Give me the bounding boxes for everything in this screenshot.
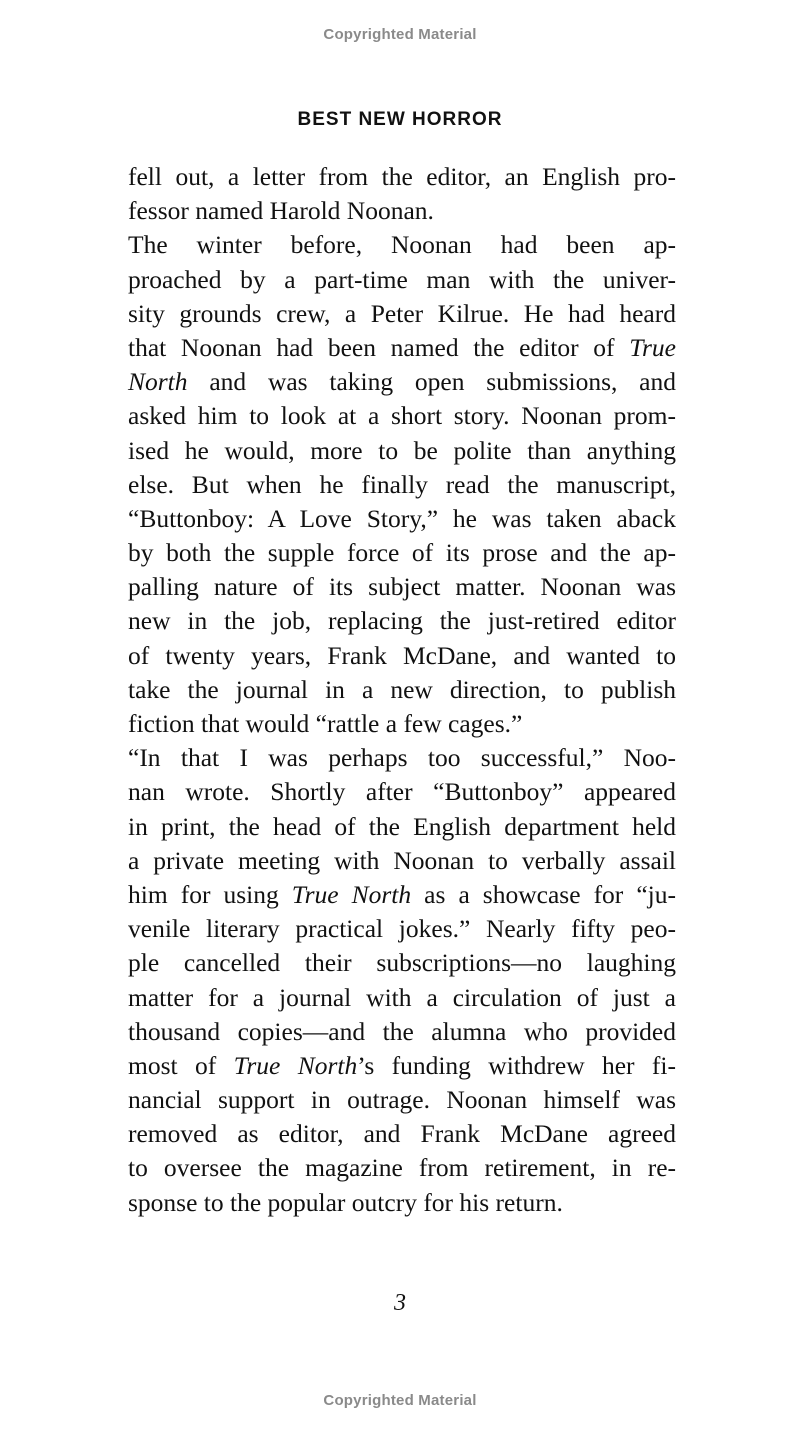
text-line: “In that I was perhaps too successful,” Noo-: [128, 743, 676, 773]
text-line: fell out, a letter from the editor, an English pro-: [128, 162, 676, 191]
text-line: him for using True North as a showcase for “ju-: [128, 879, 676, 909]
text-line: “Buttonboy: A Love Story,” he was taken aback: [128, 503, 676, 533]
text-line: in print, the head of the English department held: [128, 811, 676, 841]
journal-title-italic: True North: [291, 879, 412, 909]
text-line: sity grounds crew, a Peter Kilrue. He had heard: [128, 298, 676, 328]
copyright-watermark-bottom: Copyrighted Material: [323, 1392, 477, 1409]
text-line: else. But when he finally read the manuscript,: [128, 469, 676, 499]
journal-title-italic: North: [128, 367, 188, 397]
text-line: thousand copies—and the alumna who provided: [128, 1016, 676, 1046]
body-text: [128, 160, 676, 1220]
text-line: sponse to the popular outcry for his return.: [128, 1187, 563, 1217]
text-line: take the journal in a new direction, to publish: [128, 674, 676, 704]
text-line: venile literary practical jokes.” Nearly fifty peo-: [128, 914, 676, 944]
text-line: nan wrote. Shortly after “Buttonboy” appeared: [128, 777, 676, 807]
text-line: removed as editor, and Frank McDane agreed: [128, 1119, 676, 1149]
text-line: by both the supple force of its prose and the ap-: [128, 538, 676, 568]
text-line: new in the job, replacing the just-retired editor: [128, 606, 676, 636]
text-line: asked him to look at a short story. Noonan prom-: [128, 401, 676, 431]
text-line: of twenty years, Frank McDane, and wanted to: [128, 640, 676, 670]
text-line: most of True North’s funding withdrew her fi-: [128, 1050, 676, 1080]
text-line: that Noonan had been named the editor of True: [128, 332, 676, 362]
text-line: nancial support in outrage. Noonan himself was: [128, 1085, 676, 1115]
text-line: The winter before, Noonan had been ap-: [128, 230, 676, 260]
text-line: matter for a journal with a circulation of just a: [128, 982, 676, 1012]
page-number: 3: [394, 1290, 406, 1316]
text-line: fiction that would “rattle a few cages.”: [128, 709, 523, 738]
copyright-watermark-top: Copyrighted Material: [323, 26, 477, 43]
text-line: to oversee the magazine from retirement, in re-: [128, 1153, 676, 1183]
text-line: ple cancelled their subscriptions—no laughing: [128, 948, 676, 978]
text-line: ised he would, more to be polite than anything: [128, 435, 676, 465]
text-line: palling nature of its subject matter. Noonan was: [128, 572, 676, 602]
text-line: proached by a part-time man with the univer-: [128, 264, 676, 294]
text-line: North and was taking open submissions, and: [128, 367, 676, 397]
text-line: a private meeting with Noonan to verbally assail: [128, 845, 676, 875]
journal-title-italic: True: [629, 332, 676, 362]
text-line: fessor named Harold Noonan.: [128, 196, 434, 226]
journal-title-italic: True North: [233, 1050, 358, 1080]
running-head: BEST NEW HORROR: [297, 109, 503, 130]
